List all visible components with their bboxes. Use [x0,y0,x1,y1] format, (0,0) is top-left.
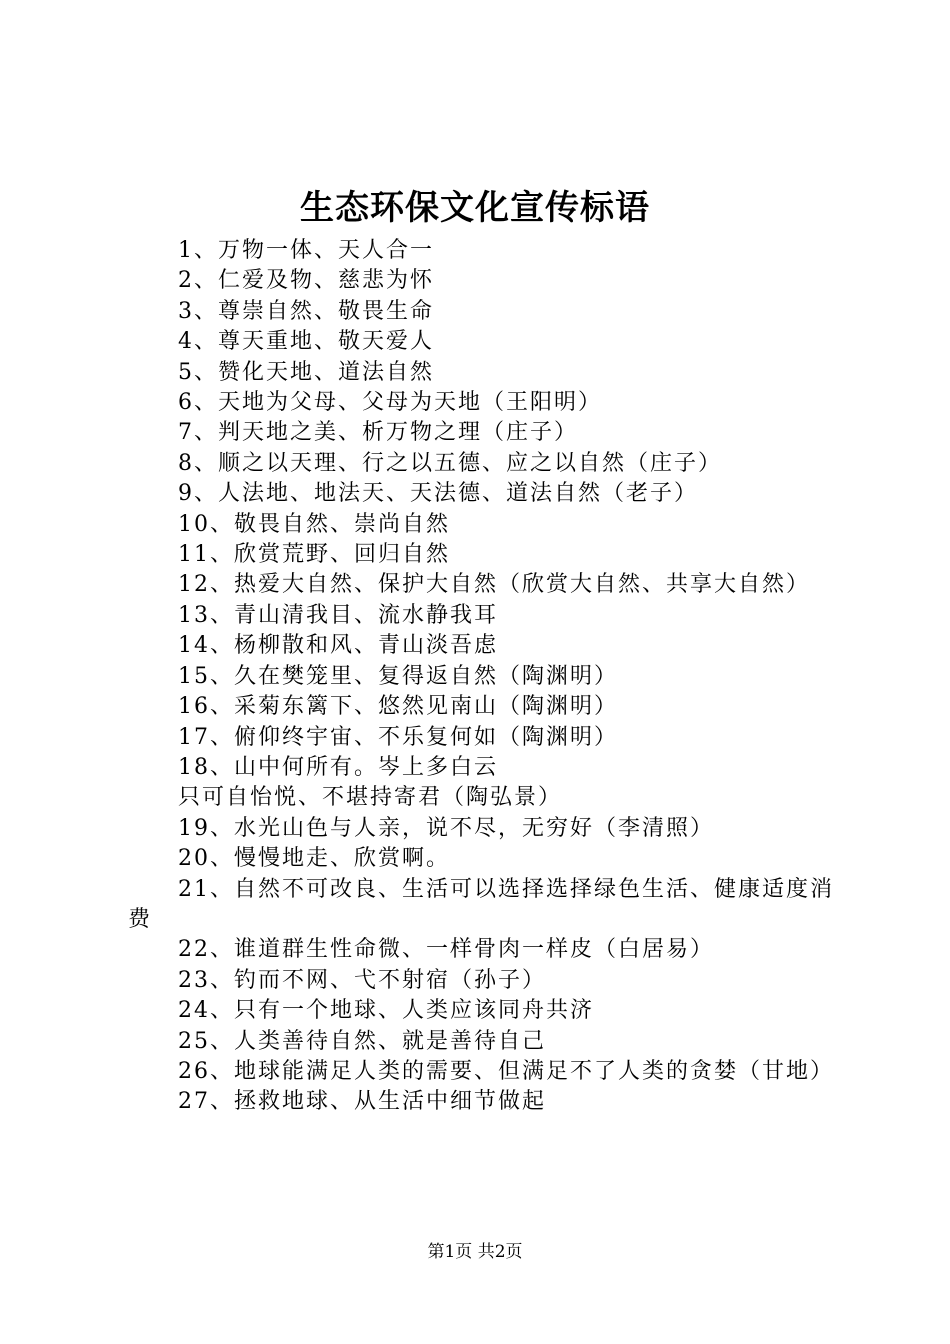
slogan-line: 7、判天地之美、析万物之理（庄子） [178,420,578,446]
slogan-line: 22、谁道群生性命微、一样骨肉一样皮（白居易） [178,937,714,963]
slogan-line: 19、水光山色与人亲，说不尽，无穷好（李清照） [178,815,714,841]
slogan-line: 14、杨柳散和风、青山淡吾虑 [178,633,498,659]
slogan-line: 5、赞化天地、道法自然 [178,359,434,385]
slogan-line: 16、采菊东篱下、悠然见南山（陶渊明） [178,694,618,720]
slogan-line: 10、敬畏自然、崇尚自然 [178,511,450,537]
slogan-line: 15、久在樊笼里、复得返自然（陶渊明） [178,663,618,689]
slogan-line: 23、钓而不网、弋不射宿（孙子） [178,967,546,993]
slogan-line: 18、山中何所有。岑上多白云 [178,754,498,780]
slogan-line: 只可自怡悦、不堪持寄君（陶弘景） [178,785,563,811]
slogan-line: 8、顺之以天理、行之以五德、应之以自然（庄子） [178,450,722,476]
slogan-line: 4、尊天重地、敬天爱人 [178,329,434,355]
slogan-line: 24、只有一个地球、人类应该同舟共济 [178,998,594,1024]
slogan-line: 20、慢慢地走、欣赏啊。 [178,846,450,872]
slogan-line: 13、青山清我目、流水静我耳 [178,602,498,628]
slogan-line: 12、热爱大自然、保护大自然（欣赏大自然、共享大自然） [178,572,810,598]
slogan-line: 3、尊崇自然、敬畏生命 [178,298,434,324]
slogan-line: 26、地球能满足人类的需要、但满足不了人类的贪婪（甘地） [178,1058,834,1084]
document-title: 生态环保文化宣传标语 [300,188,650,228]
slogan-line: 17、俯仰终宇宙、不乐复何如（陶渊明） [178,724,618,750]
slogan-line: 21、自然不可改良、生活可以选择选择绿色生活、健康适度消费 [128,876,834,932]
slogan-line: 6、天地为父母、父母为天地（王阳明） [178,390,602,416]
slogan-line: 11、欣赏荒野、回归自然 [178,542,450,568]
slogan-line: 1、万物一体、天人合一 [178,238,434,263]
slogan-line: 27、拯救地球、从生活中细节做起 [178,1089,546,1115]
slogan-line: 25、人类善待自然、就是善待自己 [178,1028,546,1054]
slogan-list [128,236,834,1118]
slogan-line: 9、人法地、地法天、天法德、道法自然（老子） [178,481,698,507]
slogan-line: 2、仁爱及物、慈悲为怀 [178,268,434,294]
page-number: 第1页 共2页 [427,1242,523,1262]
